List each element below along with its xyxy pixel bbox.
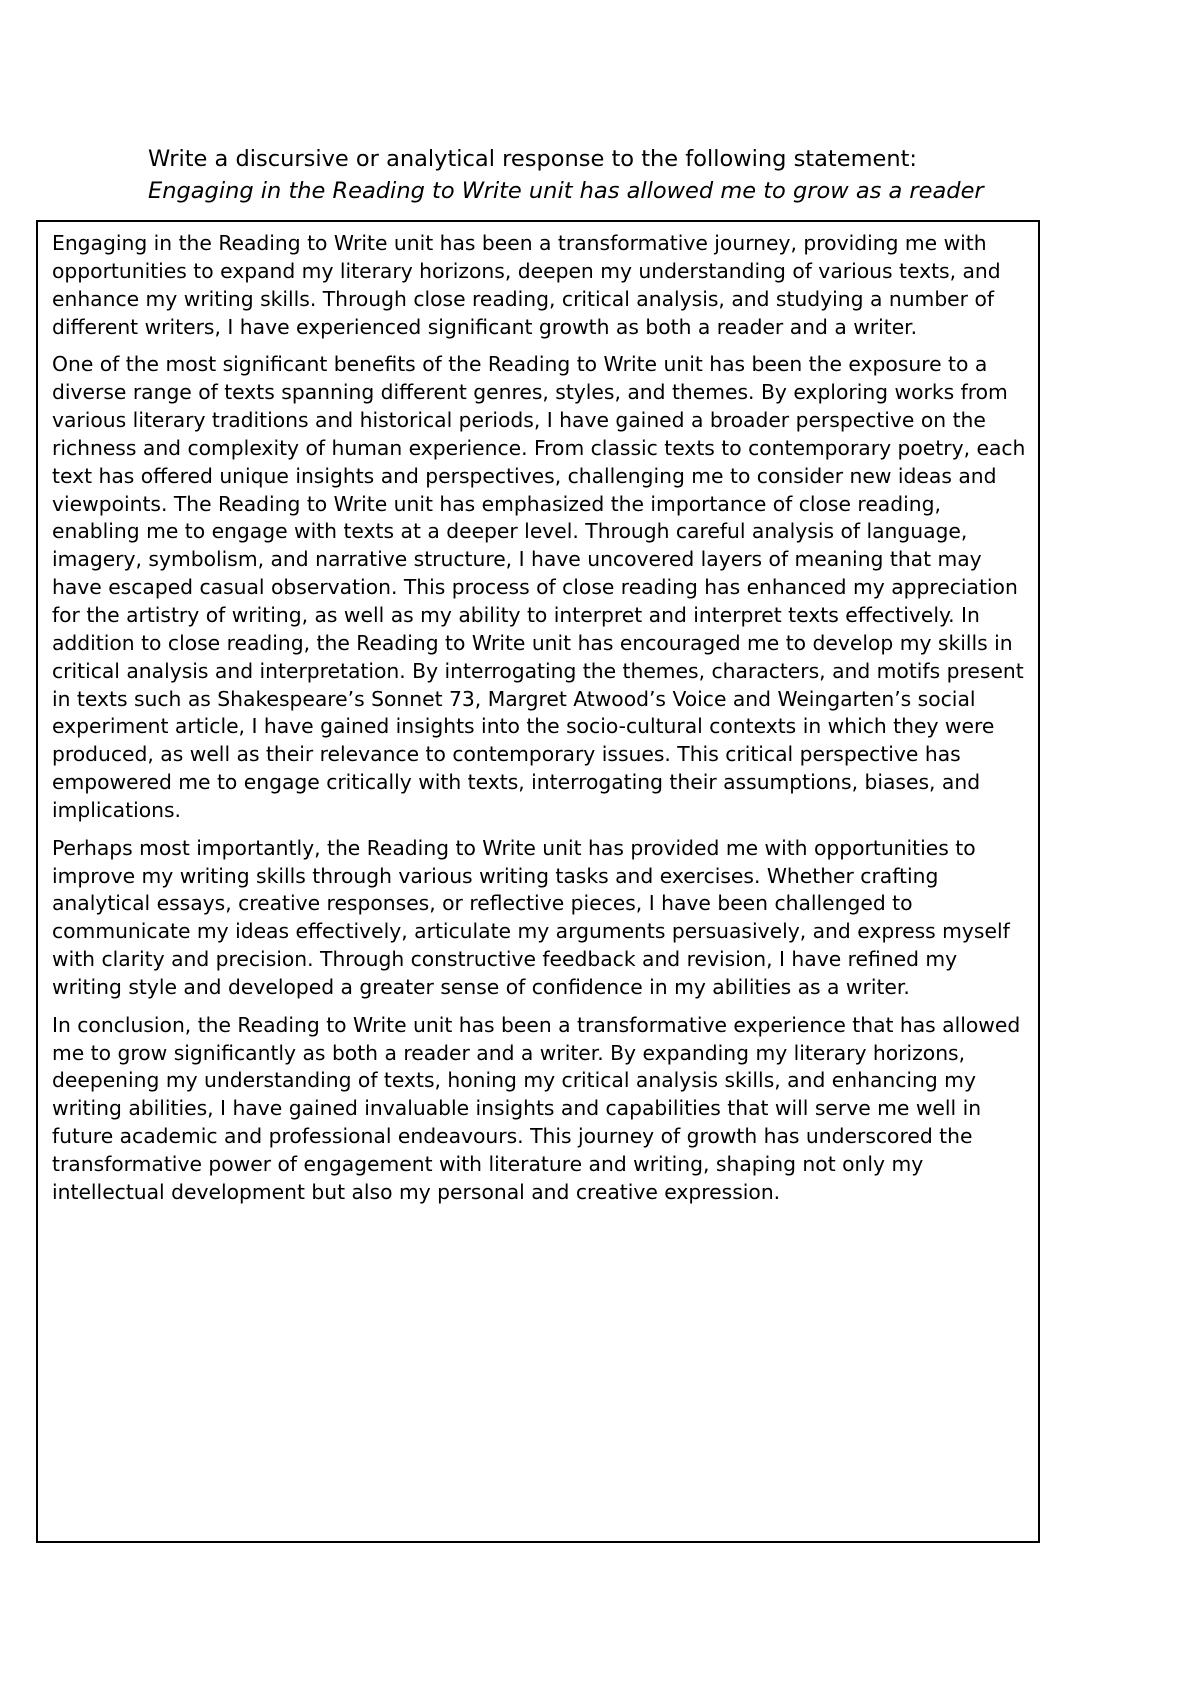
question-prompt xyxy=(148,143,1148,207)
response-paragraph-body-writing: Perhaps most importantly, the Reading to Write unit has provided me with opportunities to improve my writing skills through various writing tasks and exercises. Whether crafting analytical essays, creative responses, or reflective pieces, I have been challenged to communicate my ideas effectively, articulate my arguments persuasively, and express myself with clarity and precision. Through constructive feedback and revision, I have refined my writing style and developed a greater sense of confidence in my abilities as a writer. xyxy=(52,835,1010,999)
response-paragraph-body-reading: One of the most significant benefits of the Reading to Write unit has been the exposure to a diverse range of texts spanning different genres, styles, and themes. By exploring works from various literary traditions and historical periods, I have gained a broader perspective on the richness and complexity of human experience. From classic texts to contemporary poetry, each text has offered unique insights and perspectives, challenging me to consider new ideas and viewpoints. The Reading to Write unit has emphasized the importance of close reading, enabling me to engage with texts at a deeper level. Through careful analysis of language, imagery, symbolism, and narrative structure, I have uncovered layers of meaning that may have escaped casual observation. This process of close reading has enhanced my appreciation for the artistry of writing, as well as my ability to interpret and interpret texts effectively. In addition to close reading, the Reading to Write unit has encouraged me to develop my skills in critical analysis and interpretation. By interrogating the themes, characters, and motifs present in texts such as Shakespeare’s Sonnet 73, Margret Atwood’s Voice and Weingarten’s social experiment article, I have gained insights into the socio-cultural contexts in which they were produced, as well as their relevance to contemporary issues. This critical perspective has empowered me to engage critically with texts, interrogating their assumptions, biases, and implications. xyxy=(52,352,1026,822)
response-box xyxy=(36,220,1040,1543)
response-paragraph-introduction: Engaging in the Reading to Write unit has been a transformative journey, providing me with opportunities to expand my literary horizons, deepen my understanding of various texts, and enhance my writing skills. Through close reading, critical analysis, and studying a number of different writers, I have experienced significant growth as both a reader and a writer. xyxy=(52,231,1001,339)
prompt-statement: Engaging in the Reading to Write unit has allowed me to grow as a reader xyxy=(148,178,984,204)
prompt-instruction: Write a discursive or analytical response to the following statement: xyxy=(148,146,918,172)
response-paragraph-conclusion: In conclusion, the Reading to Write unit has been a transformative experience that has allowed me to grow significantly as both a reader and a writer. By expanding my literary horizons, deepening my understanding of texts, honing my critical analysis skills, and enhancing my writing abilities, I have gained invaluable insights and capabilities that will serve me well in future academic and professional endeavours. This journey of growth has underscored the transformative power of engagement with literature and writing, shaping not only my intellectual development but also my personal and creative expression. xyxy=(52,1012,1021,1204)
